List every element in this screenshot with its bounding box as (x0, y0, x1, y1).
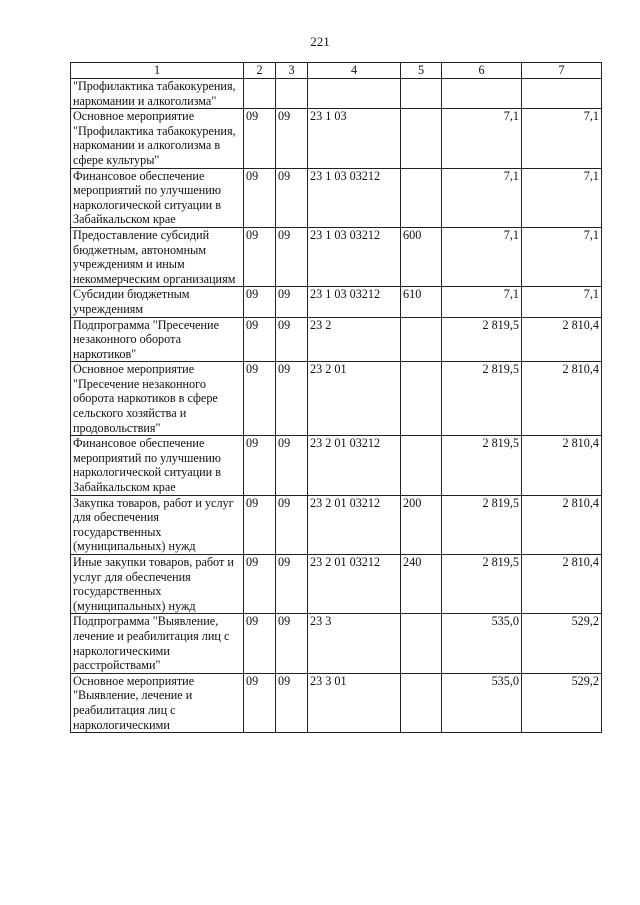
table-header-row (71, 63, 602, 79)
expense-type-code (401, 79, 442, 109)
table-row (71, 109, 602, 168)
expense-type-code (401, 317, 442, 362)
amount-col6: 2 819,5 (442, 436, 522, 495)
subsection-code (276, 79, 308, 109)
expense-type-code: 240 (401, 555, 442, 614)
table-row (71, 317, 602, 362)
target-article-code: 23 2 01 03212 (308, 495, 401, 554)
target-article-code: 23 2 (308, 317, 401, 362)
section-code (244, 79, 276, 109)
expense-type-code: 200 (401, 495, 442, 554)
table-row (71, 673, 602, 732)
amount-col6: 2 819,5 (442, 362, 522, 436)
amount-col6: 535,0 (442, 673, 522, 732)
section-code: 09 (244, 495, 276, 554)
amount-col7: 7,1 (522, 109, 602, 168)
section-code: 09 (244, 614, 276, 673)
row-name: Подпрограмма "Пресечение незаконного оборота наркотиков" (71, 317, 244, 362)
amount-col6: 535,0 (442, 614, 522, 673)
target-article-code: 23 1 03 03212 (308, 227, 401, 286)
section-code: 09 (244, 227, 276, 286)
row-name: Основное мероприятие "Профилактика табакокурения, наркомании и алкоголизма в сфере культуры" (71, 109, 244, 168)
section-code: 09 (244, 673, 276, 732)
expense-type-code (401, 436, 442, 495)
section-code: 09 (244, 362, 276, 436)
amount-col6: 2 819,5 (442, 317, 522, 362)
column-header: 4 (308, 63, 401, 79)
section-code: 09 (244, 287, 276, 317)
section-code: 09 (244, 317, 276, 362)
amount-col7: 7,1 (522, 227, 602, 286)
target-article-code (308, 79, 401, 109)
column-header: 6 (442, 63, 522, 79)
subsection-code: 09 (276, 227, 308, 286)
target-article-code: 23 1 03 03212 (308, 168, 401, 227)
amount-col7: 529,2 (522, 673, 602, 732)
table-row (71, 362, 602, 436)
column-header: 5 (401, 63, 442, 79)
expense-type-code (401, 109, 442, 168)
amount-col7: 529,2 (522, 614, 602, 673)
column-header: 7 (522, 63, 602, 79)
amount-col6: 2 819,5 (442, 555, 522, 614)
column-header: 1 (71, 63, 244, 79)
subsection-code: 09 (276, 436, 308, 495)
column-header: 3 (276, 63, 308, 79)
amount-col7: 2 810,4 (522, 317, 602, 362)
section-code: 09 (244, 555, 276, 614)
row-name: Финансовое обеспечение мероприятий по улучшению наркологической ситуации в Забайкальском крае (71, 168, 244, 227)
target-article-code: 23 3 (308, 614, 401, 673)
table-row (71, 168, 602, 227)
section-code: 09 (244, 168, 276, 227)
target-article-code: 23 2 01 03212 (308, 436, 401, 495)
amount-col7: 2 810,4 (522, 436, 602, 495)
row-name: Основное мероприятие "Пресечение незаконного оборота наркотиков в сфере сельского хозяйства и продовольствия" (71, 362, 244, 436)
amount-col6: 7,1 (442, 168, 522, 227)
expense-type-code (401, 614, 442, 673)
amount-col6: 7,1 (442, 227, 522, 286)
budget-table (70, 62, 602, 733)
row-name: Финансовое обеспечение мероприятий по улучшению наркологической ситуации в Забайкальском крае (71, 436, 244, 495)
target-article-code: 23 2 01 03212 (308, 555, 401, 614)
section-code: 09 (244, 109, 276, 168)
amount-col7: 2 810,4 (522, 555, 602, 614)
subsection-code: 09 (276, 109, 308, 168)
section-code: 09 (244, 436, 276, 495)
amount-col7: 2 810,4 (522, 362, 602, 436)
amount-col7: 2 810,4 (522, 495, 602, 554)
row-name: Предоставление субсидий бюджетным, автономным учреждениям и иным некоммерческим организациям (71, 227, 244, 286)
expense-type-code (401, 168, 442, 227)
row-name: Закупка товаров, работ и услуг для обеспечения государственных (муниципальных) нужд (71, 495, 244, 554)
amount-col6: 7,1 (442, 109, 522, 168)
expense-type-code: 610 (401, 287, 442, 317)
target-article-code: 23 1 03 03212 (308, 287, 401, 317)
target-article-code: 23 2 01 (308, 362, 401, 436)
table-row (71, 227, 602, 286)
page-number: 221 (310, 34, 330, 49)
table-row (71, 495, 602, 554)
amount-col7 (522, 79, 602, 109)
amount-col6: 2 819,5 (442, 495, 522, 554)
row-name: Основное мероприятие "Выявление, лечение и реабилитация лиц с наркологическими (71, 673, 244, 732)
target-article-code: 23 3 01 (308, 673, 401, 732)
amount-col6: 7,1 (442, 287, 522, 317)
subsection-code: 09 (276, 362, 308, 436)
row-name: Субсидии бюджетным учреждениям (71, 287, 244, 317)
amount-col7: 7,1 (522, 287, 602, 317)
column-header: 2 (244, 63, 276, 79)
subsection-code: 09 (276, 614, 308, 673)
subsection-code: 09 (276, 495, 308, 554)
row-name: Иные закупки товаров, работ и услуг для обеспечения государственных (муниципальных) нужд (71, 555, 244, 614)
table-row (71, 287, 602, 317)
subsection-code: 09 (276, 287, 308, 317)
row-name: Подпрограмма "Выявление, лечение и реабилитация лиц с наркологическими расстройствами" (71, 614, 244, 673)
row-name: "Профилактика табакокурения, наркомании и алкоголизма" (71, 79, 244, 109)
amount-col7: 7,1 (522, 168, 602, 227)
table-row (71, 614, 602, 673)
expense-type-code (401, 673, 442, 732)
table-row (71, 555, 602, 614)
subsection-code: 09 (276, 555, 308, 614)
subsection-code: 09 (276, 317, 308, 362)
subsection-code: 09 (276, 673, 308, 732)
expense-type-code: 600 (401, 227, 442, 286)
expense-type-code (401, 362, 442, 436)
table-row (71, 79, 602, 109)
amount-col6 (442, 79, 522, 109)
table-row (71, 436, 602, 495)
target-article-code: 23 1 03 (308, 109, 401, 168)
subsection-code: 09 (276, 168, 308, 227)
